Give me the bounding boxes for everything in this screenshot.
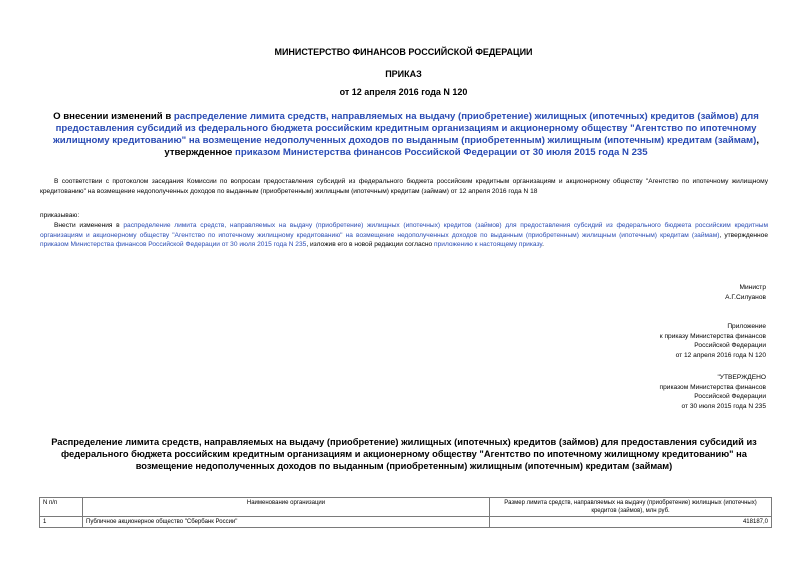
document-title: О внесении изменений в распределение лимита средств, направляемых на выдачу (приобретение) жилищных (ипотечных) кредитов (займов) для предоставления субсидий из федерального бюджета российским кредитным организациям и акционерному обществу "Агентство по ипотечному жилищному кредитованию" на возмещение недополученных доходов по выданным (приобретенным) жилищным (ипотечным) кредитам (займам), утвержденное приказом Министерства финансов Российской Федерации от 30 июля 2015 года N 235 [52,111,760,158]
header-organization: Наименование организации [83,498,490,517]
limits-table [39,497,772,528]
appendix-reference: Приложение к приказу Министерства финансов Российской Федерации от 12 апреля 2016 года N 120 [659,323,766,359]
row-limit: 418187,0 [490,517,772,528]
row-number: 1 [40,517,83,528]
title-link-distribution[interactable]: распределение лимита средств, направляемых на выдачу (приобретение) жилищных (ипотечных) кредитов (займов) для предоставления субсидий из федерального бюджета российским кредитным организациям и акционерному обществу "Агентство по ипотечному жилищному кредитованию" на возмещение недополученных доходов по выданным (приобретенным) жилищным (ипотечным) кредитам (займам) [52,111,759,146]
order-link-appendix[interactable]: приложению к настоящему приказу [434,241,543,248]
order-word: приказываю: [40,212,80,219]
ministry-name: МИНИСТЕРСТВО ФИНАНСОВ РОССИЙСКОЙ ФЕДЕРАЦИИ [274,47,533,57]
header-number: N п/п [40,498,83,517]
preamble-text: В соответствии с протоколом заседания Комиссии по вопросам предоставления субсидий из федерального бюджета российским кредитным организациям и акционерному обществу "Агентство по ипотечному жилищному кредитованию" на возмещение недополученных доходов по выданным (приобретенным) жилищным (ипотечным) кредитам (займам) от 12 апреля 2016 года N 18 [40,178,768,195]
signature-position: Министр [739,284,766,291]
table-header-row [40,498,772,517]
signature-block [725,283,766,302]
table-row [40,517,772,528]
title-link-order-235[interactable]: приказом Министерства финансов Российской Федерации от 30 июля 2015 года N 235 [235,147,648,158]
doc-type: ПРИКАЗ [385,69,422,79]
order-paragraph: Внести изменения в распределение лимита средств, направляемых на выдачу (приобретение) жилищных (ипотечных) кредитов (займов) для предоставления субсидий из федерального бюджета российским кредитным организациям и акционерному обществу "Агентство по ипотечному жилищному кредитованию" на возмещение недополученных доходов по выданным (приобретенным) жилищным (ипотечным) кредитам (займам), утвержденное приказом Министерства финансов Российской Федерации от 30 июля 2015 года N 235, изложив его в новой редакции согласно приложению к настоящему приказу. [40,222,768,248]
signature-name: А.Г.Силуанов [725,293,766,301]
row-organization: Публичное акционерное общество "Сбербанк России" [83,517,490,528]
doc-date-number: от 12 апреля 2016 года N 120 [339,87,468,97]
approved-block: "УТВЕРЖДЕНО приказом Министерства финансов Российской Федерации от 30 июля 2015 года N 235 [659,374,766,410]
header-limit: Размер лимита средств, направляемых на выдачу (приобретение) жилищных (ипотечных) кредитов (займов), млн руб. [490,498,772,517]
order-link-distribution[interactable]: распределение лимита средств, направляемых на выдачу (приобретение) жилищных (ипотечных) кредитов (займов) для предоставления субсидий из федерального бюджета российским кредитным организациям и акционерному обществу "Агентство по ипотечному жилищному кредитованию" на возмещение недополученных доходов по выданным (приобретенным) жилищным (ипотечным) кредитам (займам) [40,222,768,239]
appendix-title: Распределение лимита средств, направляемых на выдачу (приобретение) жилищных (ипотечных) кредитов (займов) для предоставления субсидий из федерального бюджета российским кредитным организациям и акционерному обществу "Агентство по ипотечному жилищному кредитованию" на возмещение недополученных доходов по выданным (приобретенным) жилищным (ипотечным) кредитам (займам) [51,437,757,471]
order-link-order-235[interactable]: приказом Министерства финансов Российской Федерации от 30 июля 2015 года N 235 [40,241,307,248]
